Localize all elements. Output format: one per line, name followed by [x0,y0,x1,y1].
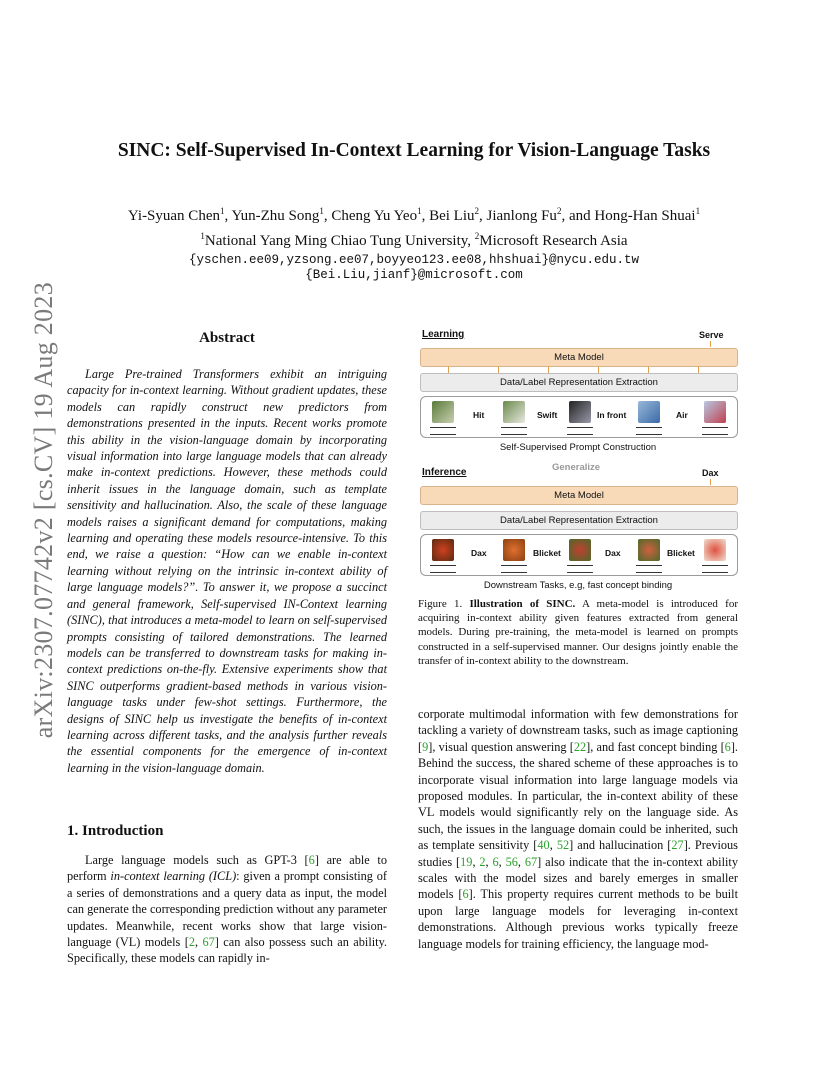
output-arrow [710,479,711,485]
learning-prompt-box: Hit Swift In front Air [420,396,738,438]
figure-caption: Figure 1. Illustration of SINC. A meta-model is introduced for acquiring in-context ability given features extracted from general models. During pre-training, the meta-model is learned on prompts constructed in a self-supervised manner. Our designs jointly enable the transfer of in-context ability to the downstream. [418,598,738,667]
citation-link[interactable]: 22 [573,739,587,754]
intro-continued-paragraph: corporate multimodal information with few demonstrations for tackling a variety of downstream tasks, such as image captioning [9], visual question answering [22], and fast concept binding [6]. Behind the success, the shared scheme of these approaches is to incorporate visual information into large language models via proposed modules. In particular, the in-context ability of these VL models would significantly rely on the language side. As such, the issues in the language domain could be inherited, such as template sensitivity [40, 52] and hallucination [27]. Previous studies [19, 2, 6, 56, 67] also indicate that the in-context ability scales with the model sizes and barely emerges in smaller models [6]. This property requires current methods to be built upon large language models for leveraging in-context demonstrations. Although previous works typically freeze language models for training efficiency, the language mod- [418,707,738,951]
image-thumbnail [503,401,525,423]
email-line-1: {yschen.ee09,yzsong.ee07,boyyeo123.ee08,hhshuai}@nycu.edu.tw [188,253,640,267]
intro-heading: 1. Introduction [67,823,164,839]
citation-link[interactable]: 52 [556,838,570,853]
citation-link[interactable]: 6 [724,739,731,754]
image-thumbnail [704,539,726,561]
text-lines-icon [501,427,527,435]
author: Cheng Yu Yeo [331,208,418,224]
author: Jianlong Fu [486,208,557,224]
inference-label: Inference [422,467,467,478]
citation-link[interactable]: 2 [188,935,195,950]
citation-link[interactable]: 6 [308,853,315,867]
author: Yun-Zhu Song [231,208,320,224]
text-lines-icon [702,565,728,573]
learning-label: Learning [422,329,465,340]
citation-link[interactable]: 6 [492,854,499,869]
paper-title: SINC: Self-Supervised In-Context Learning for Vision-Language Tasks [117,140,711,161]
text-lines-icon [636,565,662,573]
text-lines-icon [430,565,456,573]
image-thumbnail [638,401,660,423]
text-lines-icon [567,427,593,435]
dax-output-label: Dax [702,468,719,478]
image-thumbnail [432,401,454,423]
citation-link[interactable]: 40 [537,838,550,853]
serve-label: Serve [699,330,724,340]
image-thumbnail [569,401,591,423]
arxiv-stamp: arXiv:2307.07742v2 [cs.CV] 19 Aug 2023 [29,281,58,739]
author: Bei Liu [429,208,475,224]
citation-link[interactable]: 27 [671,838,684,853]
prompt-construction-label: Self-Supervised Prompt Construction [499,442,657,453]
figure-1 [418,326,738,594]
text-lines-icon [702,427,728,435]
text-lines-icon [430,427,456,435]
image-thumbnail [503,539,525,561]
extraction-bar: Data/Label Representation Extraction [420,373,738,392]
generalize-label: Generalize [552,462,601,473]
intro-paragraph: Large language models such as GPT-3 [6] are able to perform in-context learning (ICL): given a prompt consisting of a series of demonstrations and a query data as input, the model can generate the corresponding prediction without any parameter updates. Meanwhile, recent works show that large vision-language (VL) models [2, 67] can also possess such an ability. Specifically, these models can rapidly in- [67,853,388,966]
image-thumbnail [569,539,591,561]
image-thumbnail [638,539,660,561]
downstream-label: Downstream Tasks, e.g, fast concept binding [483,580,673,591]
email-line-2: {Bei.Liu,jianf}@microsoft.com [305,268,523,282]
citation-link[interactable]: 56 [505,854,518,869]
extraction-bar: Data/Label Representation Extraction [420,511,738,530]
author: Hong-Han Shuai [594,208,696,224]
image-thumbnail [432,539,454,561]
citation-link[interactable]: 19 [460,854,473,869]
citation-link[interactable]: 67 [202,935,215,950]
inference-prompt-box: Dax Blicket Dax Blicket [420,534,738,576]
citation-link[interactable]: 2 [479,854,486,869]
citation-link[interactable]: 9 [422,739,429,754]
author: Yi-Syuan Chen [127,208,220,224]
serve-arrow [710,341,711,347]
author-list: Yi-Syuan Chen$^1$, Yun-Zhu Song$^1$, Cheng Yu Yeo$^1$, Bei Liu$^2$, Jianlong Fu$^2$, and Hong-Han Shuai$^1$ [127,206,701,224]
abstract-heading: Abstract [199,330,255,346]
text-lines-icon [501,565,527,573]
image-thumbnail [704,401,726,423]
meta-model-bar: Meta Model [420,348,738,367]
abstract-text: Large Pre-trained Transformers exhibit an intriguing capacity for in-context learning. Without gradient updates, these models can rapidly construct new predictors from demonstrations presented in the inputs. Recent works promote this ability in the vision-language domain by incorporating visual information into large language models that can already make in-context predictions. However, these methods could inherit issues in the language domain, such as template sensitivity and hallucination. Also, the scale of these language models raises a significant demand for computations, making learning and operating these models resource-intensive. To this end, we raise a question: “How can we enable in-context learning without relying on the intrinsic in-context ability of large language models?”. To answer it, we propose a succinct and general framework, Self-supervised IN-Context learning (SINC), that introduces a meta-model to learn on self-supervised prompts consisting of tailored demonstrations. The learned models can be transferred to downstream tasks for making in-context predictions on-the-fly. Extensive experiments show that SINC outperforms gradient-based methods in various vision-language tasks under few-shot settings. Furthermore, the designs of SINC help us investigate the benefits of in-context learning across different tasks, and the analysis further reveals the essential components for the emergence of in-context learning in the vision-language domain. [67,367,387,775]
citation-link[interactable]: 67 [524,854,538,869]
text-lines-icon [636,427,662,435]
citation-link[interactable]: 6 [462,887,469,902]
meta-model-bar: Meta Model [420,486,738,505]
affiliations: $^1$National Yang Ming Chiao Tung University, $^2$Microsoft Research Asia [200,231,628,249]
text-lines-icon [567,565,593,573]
